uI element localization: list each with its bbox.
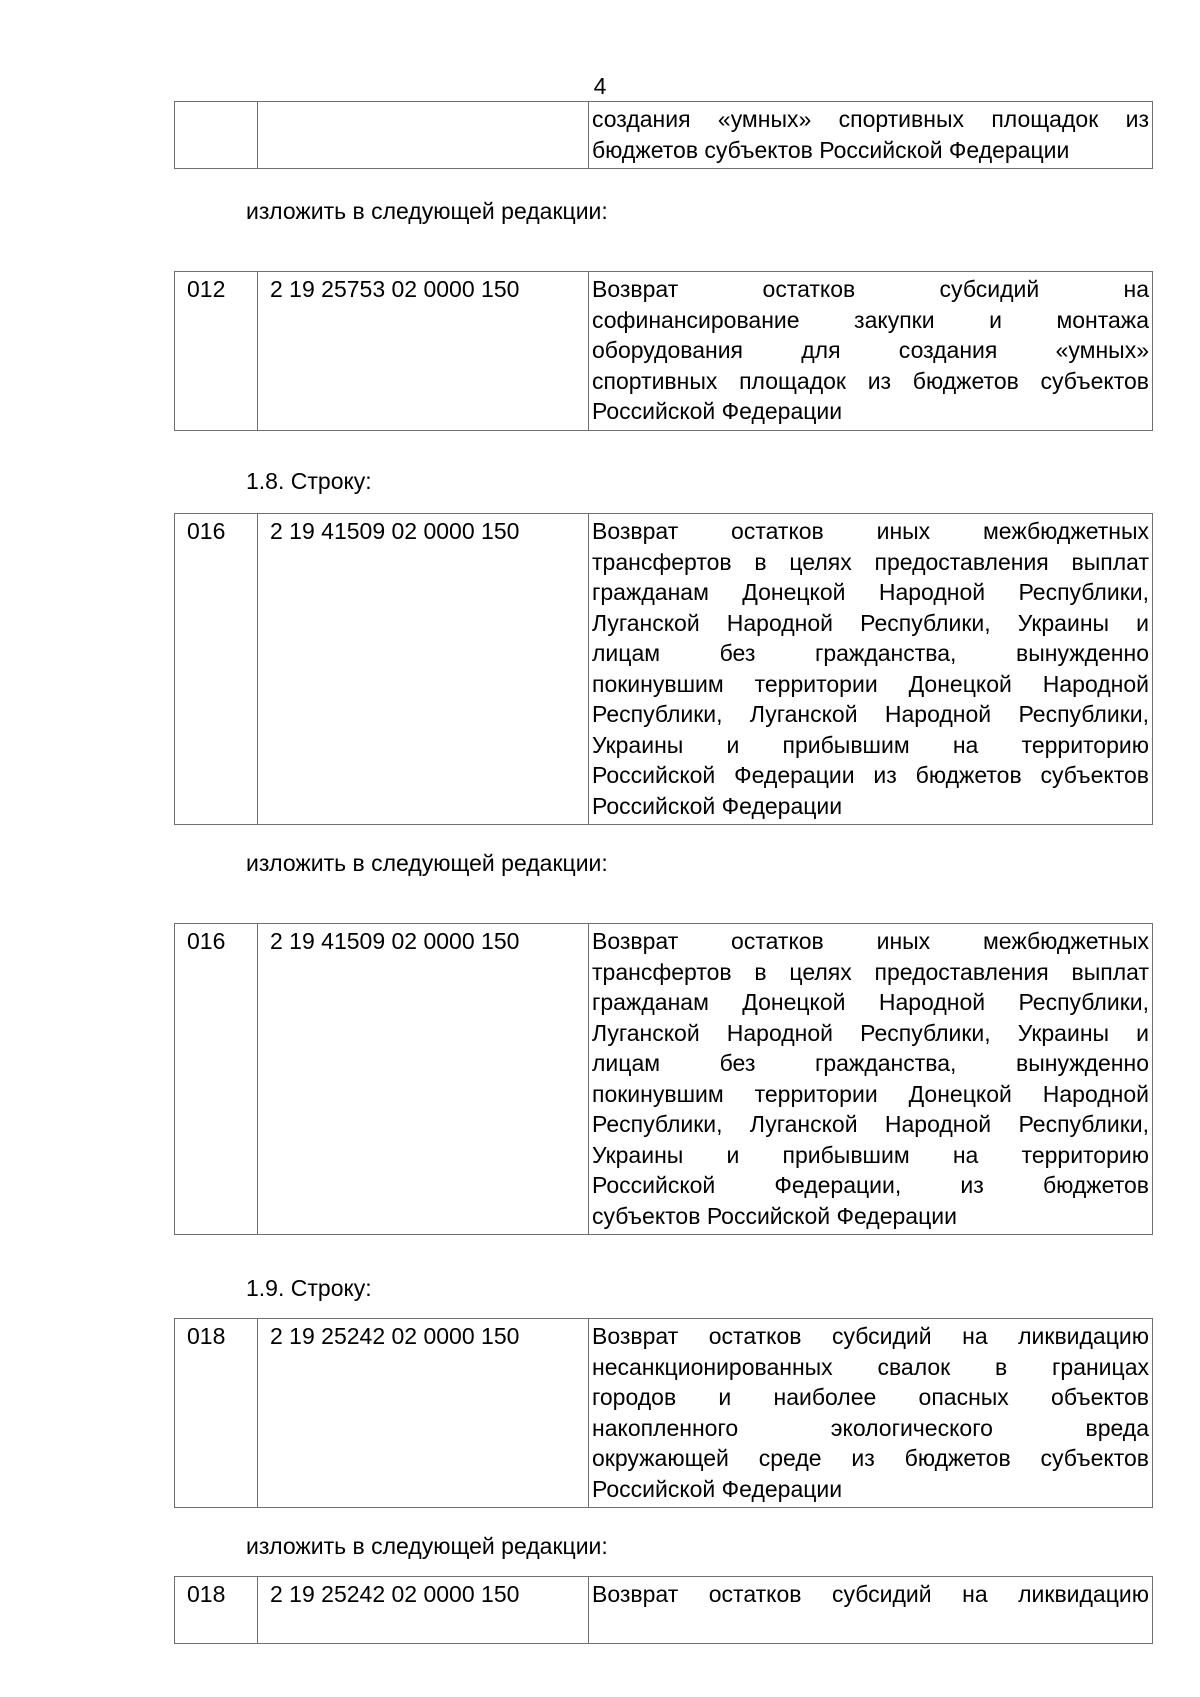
description-cell bbox=[589, 1319, 1153, 1508]
table-row-cells bbox=[175, 1319, 1153, 1508]
table-row bbox=[174, 1576, 1153, 1644]
description-line: софинансирование закупки и монтажа bbox=[592, 306, 1149, 333]
description-line: Украины и прибывшим на территорию bbox=[592, 1141, 1149, 1168]
description-line: накопленного экологического вреда bbox=[592, 1414, 1149, 1441]
paragraph: 1.8. Строку: bbox=[246, 468, 372, 494]
description-line: гражданам Донецкой Народной Республики, bbox=[592, 579, 1149, 605]
description-line: Возврат остатков субсидий на ликвидацию bbox=[592, 1581, 1149, 1607]
table-row-cells bbox=[175, 102, 1153, 169]
description-line: спортивных площадок из бюджетов субъектов bbox=[592, 367, 1149, 394]
description-line: окружающей среде из бюджетов субъектов bbox=[592, 1445, 1149, 1471]
description-line: лицам без гражданства, вынужденно bbox=[592, 640, 1149, 666]
description-line: покинувшим территории Донецкой Народной bbox=[592, 670, 1149, 697]
code-cell: 012 bbox=[175, 272, 258, 431]
description-line: Российской Федерации, из бюджетов bbox=[592, 1172, 1149, 1198]
description-line: городов и наиболее опасных объектов bbox=[592, 1384, 1149, 1410]
table-row bbox=[174, 271, 1153, 431]
table-row-cells bbox=[175, 1577, 1153, 1644]
table-row bbox=[174, 923, 1153, 1235]
description-line: Российской Федерации bbox=[592, 398, 843, 424]
table-row bbox=[174, 1318, 1153, 1508]
kbk-cell: 2 19 41509 02 0000 150 bbox=[258, 514, 589, 825]
description-line: Республики, Луганской Народной Республики, bbox=[592, 701, 1149, 727]
description-line: покинувшим территории Донецкой Народной bbox=[592, 1080, 1149, 1107]
description-line: Российской Федерации из бюджетов субъектов bbox=[592, 762, 1149, 788]
kbk-cell: 2 19 25242 02 0000 150 bbox=[258, 1319, 589, 1508]
description-line: Республики, Луганской Народной Республики, bbox=[592, 1111, 1149, 1137]
description-line: создания «умных» спортивных площадок из bbox=[592, 106, 1149, 132]
paragraph: 1.9. Строку: bbox=[246, 1275, 372, 1301]
description-line: оборудования для создания «умных» bbox=[592, 337, 1149, 363]
kbk-cell: 2 19 41509 02 0000 150 bbox=[258, 924, 589, 1235]
table-row bbox=[174, 101, 1153, 169]
description-line: Российской Федерации bbox=[592, 1475, 843, 1502]
table-row-cells bbox=[175, 514, 1153, 825]
table-row bbox=[174, 513, 1153, 825]
kbk-cell: 2 19 25753 02 0000 150 bbox=[258, 272, 589, 431]
code-cell: 016 bbox=[175, 924, 258, 1235]
description-line: Луганской Народной Республики, Украины и bbox=[592, 1019, 1149, 1046]
table-row-cells bbox=[175, 924, 1153, 1235]
page-number: 4 bbox=[593, 73, 607, 99]
description-line: Украины и прибывшим на территорию bbox=[592, 731, 1149, 758]
kbk-cell bbox=[258, 102, 589, 169]
description-line: Возврат остатков иных межбюджетных bbox=[592, 928, 1149, 954]
description-cell bbox=[589, 272, 1153, 431]
description-line: Возврат остатков субсидий на bbox=[592, 276, 1149, 302]
description-line: лицам без гражданства, вынужденно bbox=[592, 1050, 1149, 1076]
code-cell: 018 bbox=[175, 1577, 258, 1644]
kbk-cell: 2 19 25242 02 0000 150 bbox=[258, 1577, 589, 1644]
code-cell: 016 bbox=[175, 514, 258, 825]
description-cell bbox=[589, 514, 1153, 825]
paragraph: изложить в следующей редакции: bbox=[246, 1533, 608, 1559]
description-line: субъектов Российской Федерации bbox=[592, 1202, 957, 1229]
description-line: Возврат остатков субсидий на ликвидацию bbox=[592, 1323, 1149, 1349]
description-line: бюджетов субъектов Российской Федерации bbox=[592, 136, 1070, 163]
paragraph: изложить в следующей редакции: bbox=[246, 198, 608, 224]
description-cell bbox=[589, 924, 1153, 1235]
description-line bbox=[592, 1610, 1149, 1641]
description-line: гражданам Донецкой Народной Республики, bbox=[592, 989, 1149, 1015]
description-line: трансфертов в целях предоставления выплат bbox=[592, 958, 1149, 985]
description-line: Российской Федерации bbox=[592, 792, 843, 819]
description-cell bbox=[589, 102, 1153, 169]
table-row-cells bbox=[175, 272, 1153, 431]
description-line: Луганской Народной Республики, Украины и bbox=[592, 609, 1149, 636]
code-cell bbox=[175, 102, 258, 169]
paragraph: изложить в следующей редакции: bbox=[246, 850, 608, 876]
code-cell: 018 bbox=[175, 1319, 258, 1508]
description-line: трансфертов в целях предоставления выплат bbox=[592, 548, 1149, 575]
description-line: несанкционированных свалок в границах bbox=[592, 1353, 1149, 1380]
description-line: Возврат остатков иных межбюджетных bbox=[592, 518, 1149, 544]
description-cell bbox=[589, 1577, 1153, 1644]
